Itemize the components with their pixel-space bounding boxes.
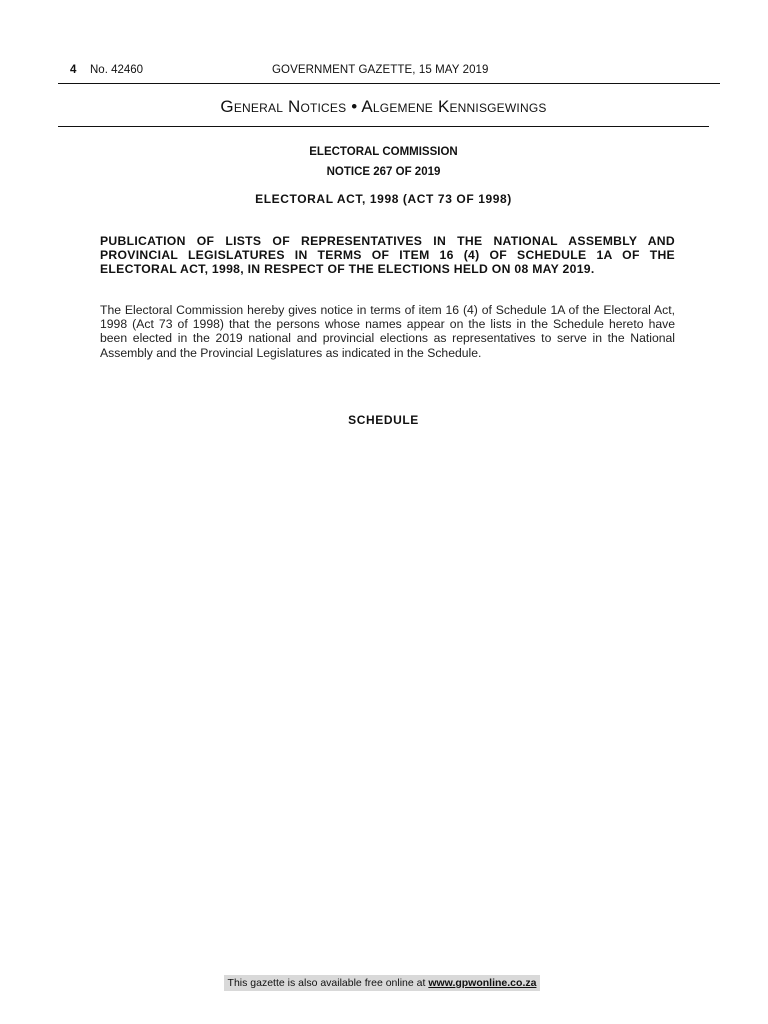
- footer-text: This gazette is also available free online at: [227, 977, 429, 989]
- notice-number: NOTICE 267 OF 2019: [326, 166, 441, 178]
- header-divider: [58, 83, 720, 84]
- footer-link[interactable]: www.gpwonline.co.za: [428, 977, 537, 989]
- section-heading: General Notices • Algemene Kennisgewings: [220, 97, 547, 116]
- running-header: [58, 64, 720, 80]
- notice-authority: ELECTORAL COMMISSION: [309, 146, 458, 158]
- gazette-title: GOVERNMENT GAZETTE, 15 MAY 2019: [272, 64, 489, 76]
- notice-body: The Electoral Commission hereby gives notice in terms of item 16 (4) of Schedule 1A of the Electoral Act, 1998 (Act 73 of 1998) that the persons whose names appear on the lists in the Schedule hereto have been elected in the 2019 national and provincial elections as representatives to serve in the National Assembly and the Provincial Legislatures as indicated in the Schedule.: [100, 303, 675, 360]
- schedule-heading: SCHEDULE: [348, 413, 419, 427]
- act-title: ELECTORAL ACT, 1998 (ACT 73 OF 1998): [255, 192, 512, 206]
- section-divider: [58, 126, 709, 127]
- footer-banner: [224, 975, 540, 991]
- issue-number: No. 42460: [90, 64, 144, 76]
- page-number: 4: [70, 64, 77, 76]
- notice-title: PUBLICATION OF LISTS OF REPRESENTATIVES IN THE NATIONAL ASSEMBLY AND PROVINCIAL LEGISLATURES IN TERMS OF ITEM 16 (4) OF SCHEDULE 1A OF THE ELECTORAL ACT, 1998, IN RESPECT OF THE ELECTIONS HELD ON 08 MAY 2019.: [100, 234, 675, 276]
